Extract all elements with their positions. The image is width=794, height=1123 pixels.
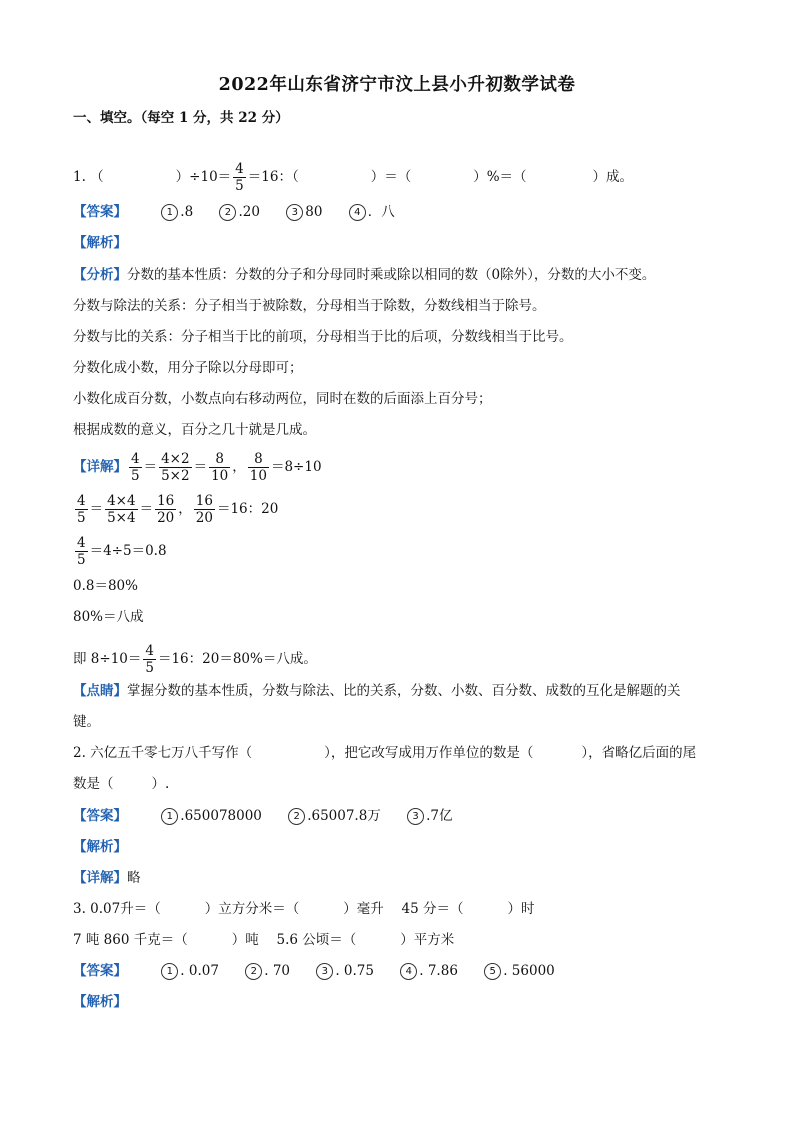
detail-row-2: $\frac{4}{5}$ ＝ $\frac{4\times 4}{5\times 4}$ ＝ $\frac{16}{20}$ ， $\frac{16}{20}$ ＝16：20 — [77, 493, 279, 527]
question-2: 2. 六亿五千零七万八千写作（ ），把它改写成用万作单位的数是（ ），省略亿后面的尾 — [73, 745, 697, 761]
explain-line: 分数化成小数，用分子除以分母即可； — [73, 360, 303, 376]
answer-item: 3 . 0.75 — [316, 961, 374, 981]
answer-item: 1 .650078000 — [161, 806, 262, 826]
question-3-cont: 7 吨 860 千克＝（ ）吨 5.6 公顷＝（ ）平方米 — [73, 932, 455, 948]
answer-item: 5 . 56000 — [484, 961, 555, 981]
detail-row-5: 80%＝八成 — [73, 609, 144, 625]
detail-line: 【详解】略 — [73, 870, 141, 886]
answer-row-1: 【答案】 1 .8 2 .20 3 80 4 ．八 — [73, 204, 395, 220]
answer-row-2: 【答案】 1 .650078000 2 .65007.8万 3 .7亿 — [73, 808, 453, 824]
analysis-label: 【解析】 — [73, 994, 127, 1010]
answer-item: 4 . 7.86 — [400, 961, 458, 981]
answer-item: 1 .8 — [161, 202, 193, 222]
answer-item: 4 ．八 — [349, 202, 395, 222]
fraction: $\frac{4}{5}$ — [235, 161, 244, 195]
question-2-cont: 数是（ ）. — [73, 776, 170, 792]
detail-row-6: 即 8÷10＝ $\frac{4}{5}$ ＝16：20＝80%＝八成。 — [73, 643, 317, 677]
detail-row-3: $\frac{4}{5}$ ＝4÷5＝0.8 — [77, 535, 167, 569]
analysis-label: 【解析】 — [73, 839, 127, 855]
answer-item: 2 . 70 — [245, 961, 290, 981]
explain-line: 分数与除法的关系：分子相当于被除数，分母相当于除数，分数线相当于除号。 — [73, 298, 546, 314]
analysis-label: 【解析】 — [73, 235, 127, 251]
answer-item: 2 .20 — [219, 202, 259, 222]
answer-row-3: 【答案】 1 . 0.07 2 . 70 3 . 0.75 4 . 7.86 5 . 56000 — [73, 963, 555, 979]
explain-line: 根据成数的意义，百分之几十就是几成。 — [73, 422, 316, 438]
page-title: 2022年山东省济宁市汶上县小升初数学试卷 — [218, 75, 576, 95]
question-3: 3. 0.07升＝（ ）立方分米＝（ ）毫升 45 分＝（ ）时 — [73, 901, 535, 917]
answer-item: 1 . 0.07 — [161, 961, 219, 981]
fenxi-line: 【分析】分数的基本性质：分数的分子和分母同时乘或除以相同的数（0除外），分数的大小不变。 — [73, 267, 656, 283]
detail-row-4: 0.8＝80% — [73, 578, 138, 594]
dianjing-line: 【点睛】掌握分数的基本性质，分数与除法、比的关系，分数、小数、百分数、成数的互化是解题的关 — [73, 683, 681, 699]
answer-item: 3 .7亿 — [407, 806, 452, 826]
explain-line: 小数化成百分数，小数点向右移动两位，同时在数的后面添上百分号； — [73, 391, 492, 407]
section-heading: 一、填空。（每空 1 分，共 22 分） — [73, 110, 289, 126]
dianjing-line-2: 键。 — [73, 714, 100, 730]
question-1: 1. （ ）÷10＝ $\frac{4}{5}$ ＝16：（ ）＝（ ）%＝（ ）成。 — [73, 161, 634, 195]
answer-item: 2 .65007.8万 — [288, 806, 381, 826]
detail-row-1: 【详解】 $\frac{4}{5}$ ＝ $\frac{4\times 2}{5\times 2}$ ＝ $\frac{8}{10}$ ， $\frac{8}{10}$ ＝8÷10 — [73, 451, 322, 485]
answer-item: 3 80 — [286, 202, 322, 222]
explain-line: 分数与比的关系：分子相当于比的前项，分母相当于比的后项，分数线相当于比号。 — [73, 329, 573, 345]
